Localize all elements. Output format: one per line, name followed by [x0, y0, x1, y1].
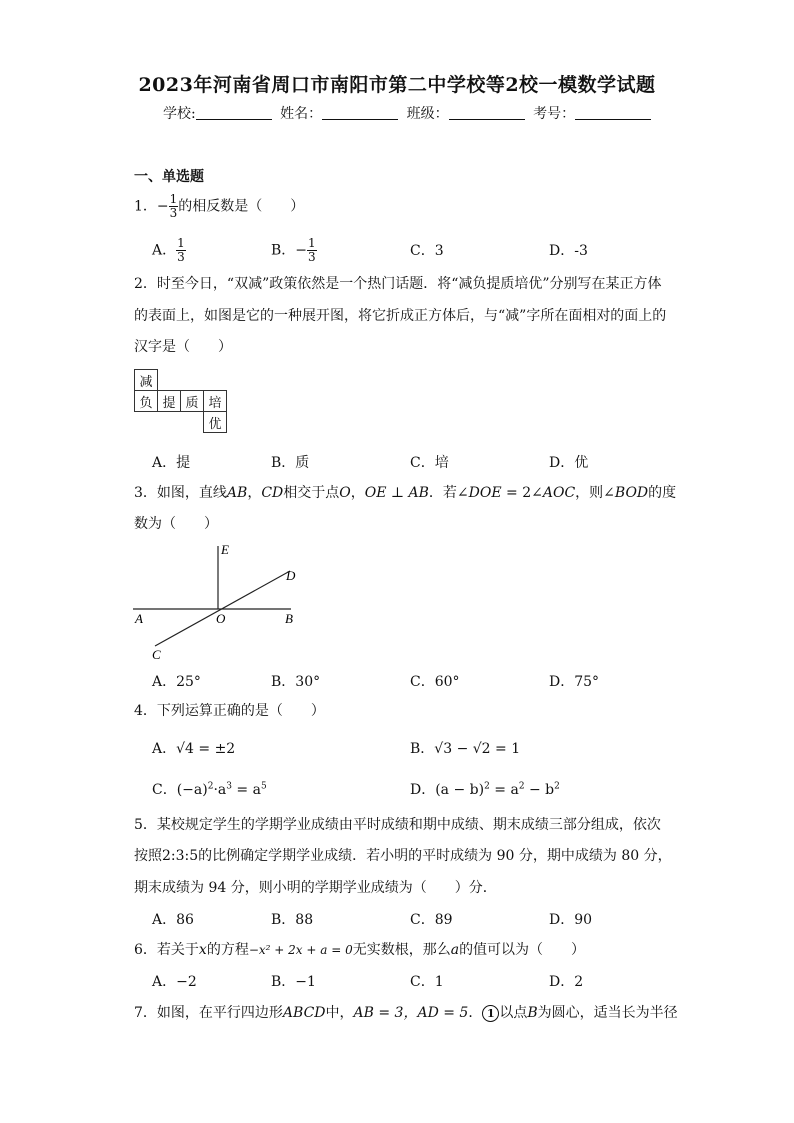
- page-title: 2023年河南省周口市南阳市第二中学校等2校一模数学试题: [138, 74, 656, 96]
- question-5-line-3: 期末成绩为 94 分，则小明的学期学业成绩为（ ）分．: [134, 880, 497, 896]
- q6-option-d[interactable]: D．2: [549, 974, 584, 990]
- point-label-a: A: [135, 611, 143, 626]
- net-cell-fu: 负: [135, 391, 158, 412]
- question-7-stem: 7．如图，在平行四边形ABCD中，AB = 3，AD = 5． 1 以点B为圆心，适当长为半径: [134, 1005, 678, 1021]
- q2-option-d[interactable]: D．优: [549, 455, 589, 471]
- question-5-line-2: 按照2:3:5的比例确定学期学业成绩．若小明的平时成绩为 90 分，期中成绩为 80 分，: [134, 848, 672, 864]
- question-6-stem: 6．若关于x的方程−x² + 2x + a = 0无实数根，那么a的值可以为（ ）: [134, 942, 586, 958]
- class-blank[interactable]: [449, 105, 525, 120]
- net-cell-jian: 减: [135, 370, 158, 391]
- point-label-e: E: [221, 542, 229, 557]
- q5-option-c[interactable]: C．89: [410, 912, 453, 928]
- school-label: 学校:: [163, 106, 196, 122]
- circled-step-number: 1: [482, 1005, 499, 1022]
- q1-option-c[interactable]: C．3: [410, 243, 444, 259]
- point-label-d: D: [286, 568, 296, 583]
- net-cell-ti: 提: [158, 391, 181, 412]
- q2-option-c[interactable]: C．培: [410, 455, 449, 471]
- exam-no-blank[interactable]: [575, 105, 651, 120]
- q5-option-a[interactable]: A．86: [152, 912, 194, 928]
- q3-option-b[interactable]: B．30°: [271, 674, 321, 690]
- q1-option-b[interactable]: B．− $\frac{1}{3}$: [271, 236, 316, 264]
- section-heading: 一、单选题: [134, 169, 204, 185]
- school-blank[interactable]: [196, 105, 272, 120]
- student-info-line: [163, 103, 655, 123]
- point-label-b: B: [285, 611, 293, 626]
- q3-option-c[interactable]: C．60°: [410, 674, 460, 690]
- q3-option-d[interactable]: D．75°: [549, 674, 600, 690]
- question-1-stem: 1．− $\frac{1}{3}$ 的相反数是（ ）: [134, 192, 305, 220]
- question-5-line-1: 5．某校规定学生的学期学业成绩由平时成绩和期中成绩、期末成绩三部分组成，依次: [134, 817, 661, 833]
- exam-no-label: 考号：: [533, 106, 576, 122]
- q4-option-c[interactable]: C．$(-a)^2\cdot a^3 = a^5$: [152, 781, 267, 798]
- intersecting-lines-diagram: [130, 540, 310, 665]
- q1-option-a[interactable]: A． $\frac{1}{3}$: [152, 236, 185, 264]
- q2-option-a[interactable]: A．提: [152, 455, 191, 471]
- q4-option-b[interactable]: B．√3 − √2 = 1: [410, 741, 521, 757]
- net-cell-you: 优: [204, 412, 227, 433]
- q5-option-d[interactable]: D．90: [549, 912, 593, 928]
- question-3-line-2: 数为（ ）: [134, 516, 218, 532]
- name-label: 姓名：: [280, 106, 323, 122]
- point-label-o: O: [216, 611, 226, 626]
- net-cell-zhi: 质: [181, 391, 204, 412]
- q4-option-d[interactable]: D．$(a - b)^2 = a^2 - b^2$: [410, 781, 560, 798]
- q1-option-d[interactable]: D．-3: [549, 243, 588, 259]
- question-4-stem: 4．下列运算正确的是（ ）: [134, 703, 325, 719]
- q6-option-b[interactable]: B．−1: [271, 974, 316, 990]
- cube-net-diagram: [134, 369, 227, 433]
- q3-option-a[interactable]: A．25°: [152, 674, 201, 690]
- question-2-line-1: 2．时至今日，“双减”政策依然是一个热门话题．将“减负提质培优”分别写在某正方体: [134, 276, 662, 292]
- point-label-c: C: [152, 647, 161, 662]
- q2-option-b[interactable]: B．质: [271, 455, 310, 471]
- question-2-line-3: 汉字是（ ）: [134, 339, 232, 355]
- fraction-one-third: $\frac{1}{3}$: [169, 192, 178, 220]
- name-blank[interactable]: [322, 105, 398, 120]
- q6-option-a[interactable]: A．−2: [152, 974, 197, 990]
- q4-option-a[interactable]: A．√4 = ±2: [152, 741, 236, 757]
- q5-option-b[interactable]: B．88: [271, 912, 314, 928]
- question-2-line-2: 的表面上，如图是它的一种展开图，将它折成正方体后，与“减”字所在面相对的面上的: [134, 308, 667, 324]
- q6-option-c[interactable]: C．1: [410, 974, 444, 990]
- class-label: 班级：: [406, 106, 449, 122]
- question-3-line-1: 3．如图，直线AB，CD相交于点O，OE ⊥ AB．若∠DOE = 2∠AOC，则∠BOD的度: [134, 485, 677, 501]
- net-cell-pei: 培: [204, 391, 227, 412]
